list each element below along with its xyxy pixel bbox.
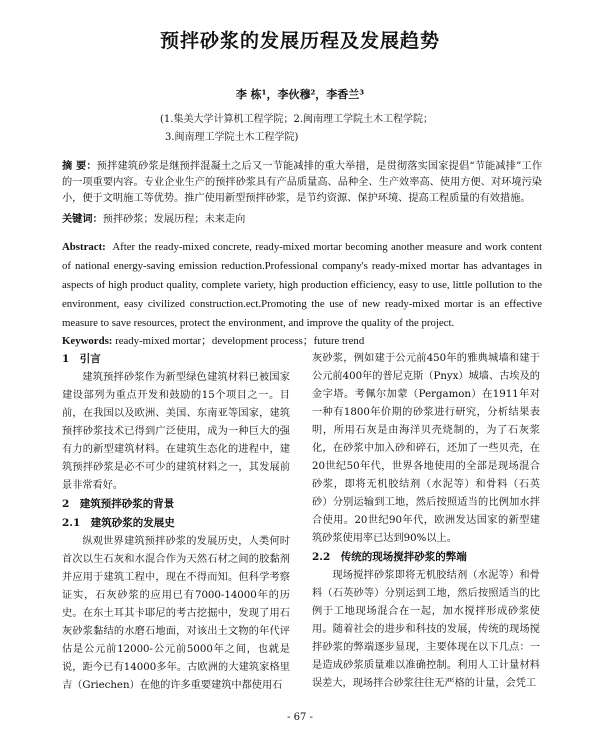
section-2-2-heading: 2.2 传统的现场搅拌砂浆的弊端 [312, 551, 467, 563]
paper-title: 预拌砂浆的发展历程及发展趋势 [159, 30, 440, 52]
abstract-en [62, 238, 542, 333]
section-2-2-paragraph: 现场搅拌砂浆即将无机胶结剂（水泥等）和骨料（石英砂等）分别运到工地，然后按照适当的比例于工地现场混合在一起，加水搅拌形成砂浆使用。随着社会的进步和科技的发展，传统的现场搅拌砂浆的弊端逐步显现，主要体现在以下几点：一是造成砂浆质量难以准确控制。利用人工计量材料误差大，现场拌合砂浆往往无严格的计量，会凭工 [312, 570, 540, 689]
keywords-en-text: ready-mixed mortar；development process；future trend [115, 335, 365, 347]
section-1-paragraph: 建筑预拌砂浆作为新型绿色建筑材料已被国家建设部列为重点开发和鼓励的15个项目之一。目前，在我国以及欧洲、美国、东南亚等国家，建筑预拌砂浆技术已得到广泛使用，成为一种巨大的强有力的新型建筑材料。在建筑生态化的进程中，建筑预拌砂浆是必不可少的建筑材料之一，其发展前景非常看好。 [62, 372, 290, 491]
abstract-cn-text: 预拌建筑砂浆是继预拌混凝土之后又一节能减排的重大举措，是贯彻落实国家提倡“节能减排”工作的一项重要内容。专业企业生产的预拌砂浆具有产品质量高、品种全、生产效率高、使用方便、对环境污染小，便于文明施工等优势。推广使用新型预拌砂浆，是节约资源、保护环境、提高工程质量的有效措施。 [62, 161, 542, 204]
keywords-cn [62, 210, 245, 225]
keywords-en [62, 333, 542, 348]
section-2-heading: 2 建筑预拌砂浆的背景 [62, 498, 175, 510]
body-column-right [312, 350, 540, 693]
section-2-1-paragraph: 纵观世界建筑预拌砂浆的发展历史，人类何时首次以生石灰和水混合作为天然石材之间的胶黏剂并应用于建筑工程中，现在不得而知。但科学考察证实，石灰砂浆的应用已有7000-14000年的历史。在东土耳其卡耶尼的考古挖掘中，发现了用石灰砂浆黏结的水磨石地面，对该出土文物的年代评估是公元前12000-公元前5000年之间，也就是说，距今已有14000多年。古欧洲的大建筑家格里吉（Griechen）在他的许多重要建筑中都使用石 [62, 536, 290, 691]
keywords-cn-label: 关键词： [62, 213, 103, 225]
affiliation-line-1: (1.集美大学计算机工程学院；2.闽南理工学院土木工程学院； [160, 114, 433, 125]
body-column-left [62, 350, 290, 695]
page-number: - 67 - [287, 712, 313, 723]
abstract-en-label: Abstract: [62, 241, 106, 253]
author-list: 李 栋¹，李伙穆²，李香兰³ [235, 88, 365, 101]
keywords-cn-text: 预拌砂浆；发展历程；未来走向 [102, 214, 246, 225]
abstract-cn-label: 摘 要： [62, 160, 97, 172]
section-1-heading: 1 引言 [62, 353, 101, 365]
affiliation-line-2: 3.闽南理工学院土木工程学院) [165, 132, 299, 143]
section-2-1-paragraph-continued: 灰砂浆，例如建于公元前450年的雅典城墙和建于公元前400年的普尼克斯（Pnyx）城墙、古埃及的金字塔。考佩尔加蒙（Pergamon）在1911年对一种有1800年价期的砂浆进行研究，分析结果表明，所用石灰是由海洋贝壳烧制的，为了石灰浆化，在砂浆中加入砂和碎石，还加了一些贝壳，在20世纪50年代，世界各地使用的全部是现场混合砂浆，即将无机胶结剂（水泥等）和骨料（石英砂）分别运输到工地，然后按照适当的比例加水拌合使用。20世纪90年代，欧洲发达国家的新型建筑砂浆使用率已达到90%以上。 [312, 353, 540, 544]
keywords-en-label: Keywords: [62, 335, 113, 347]
section-2-1-heading: 2.1 建筑砂浆的发展史 [62, 517, 175, 529]
abstract-cn [62, 158, 542, 207]
abstract-en-text: After the ready-mixed concrete, ready-mixed mortar becoming another measure and work content of national energy-saving emission reduction.Professional company's ready-mixed mortar has advantages in aspects of high product quality, complete variety, high production efficiency, easy to use, little pollution to the environment, easy civilized construction.ect.Promoting the use of new ready-mixed mortar is an effective measure to save resources, protect the environment, and improve the quality of the project. [62, 241, 542, 329]
